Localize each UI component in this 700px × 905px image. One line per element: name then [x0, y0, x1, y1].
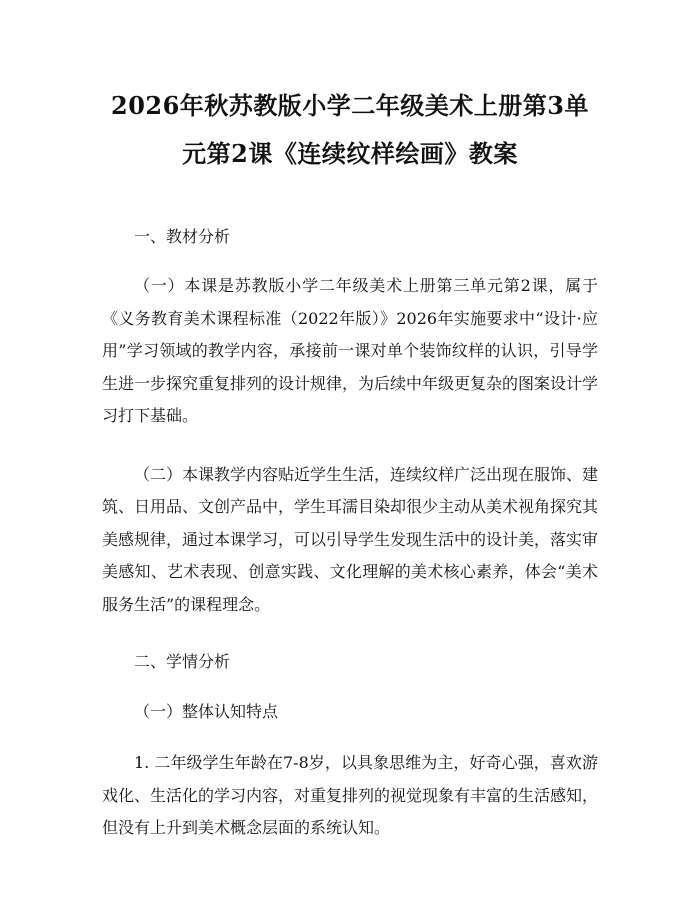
subheading-cognitive: （一）整体认知特点: [134, 702, 279, 721]
paragraph-materials-1: （一）本课是苏教版小学二年级美术上册第三单元第2课，属于《义务教育美术课程标准（2022年版）》2026年实施要求中“设计·应用”学习领域的教学内容，承接前一课对单个装饰纹样的认识，引导学生进一步探究重复排列的设计规律，为后续中年级更复杂的图案设计学习打下基础。: [102, 276, 599, 425]
section-heading-students: 二、学情分析: [134, 652, 231, 671]
document-title: [102, 82, 598, 178]
title-line-1: 2026年秋苏教版小学二年级美术上册第3单: [111, 91, 589, 120]
paragraph-materials-2: （二）本课教学内容贴近学生生活，连续纹样广泛出现在服饰、建筑、日用品、文创产品中，学生耳濡目染却很少主动从美术视角探究其美感规律，通过本课学习，可以引导学生发现生活中的设计美，落实审美感知、艺术表现、创意实践、文化理解的美术核心素养，体会“美术服务生活”的课程理念。: [102, 464, 599, 614]
title-line-2: 元第2课《连续纹样绘画》教案: [182, 139, 518, 168]
paragraph-students-1: 1. 二年级学生年龄在7-8岁，以具象思维为主，好奇心强，喜欢游戏化、生活化的学习内容，对重复排列的视觉现象有丰富的生活感知，但没有上升到美术概念层面的系统认知。: [102, 753, 599, 837]
section-heading-materials: 一、教材分析: [134, 227, 231, 246]
